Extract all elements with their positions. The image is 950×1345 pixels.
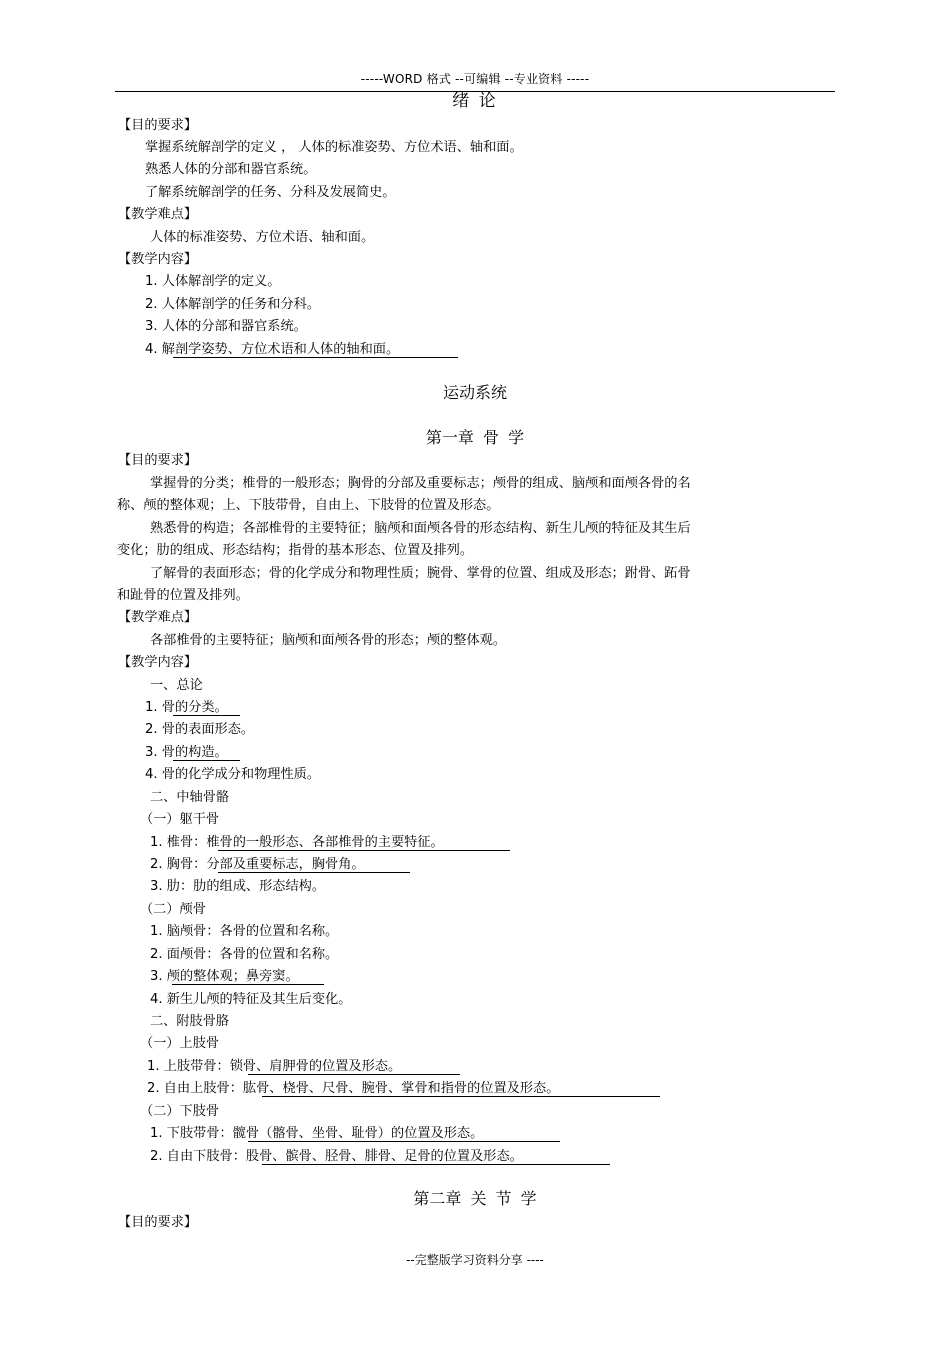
- text-line: 1. 下肢带骨：髋骨（髂骨、坐骨、耻骨）的位置及形态。: [150, 1126, 484, 1141]
- page-header: -----WORD 格式 --可编辑 --专业资料 -----: [360, 72, 590, 86]
- text-line: 2. 面颅骨：各骨的位置和名称。: [150, 947, 339, 962]
- text-line: 4. 解剖学姿势、方位术语和人体的轴和面。: [145, 342, 400, 357]
- underline-rule: [262, 1164, 610, 1165]
- text-line: 第二章 关 节 学: [413, 1189, 537, 1208]
- text-line: 二、中轴骨骼: [150, 790, 230, 805]
- text-line: 二、附肢骨胳: [150, 1014, 230, 1029]
- text-line: 了解系统解剖学的任务、分科及发展简史。: [145, 185, 396, 200]
- underline-rule: [172, 984, 324, 985]
- text-line: （一）上肢骨: [140, 1036, 220, 1051]
- underline-rule: [218, 850, 510, 851]
- text-line: 各部椎骨的主要特征；脑颅和面颅各骨的形态；颅的整体观。: [150, 633, 507, 648]
- text-line: 4. 骨的化学成分和物理性质。: [145, 767, 321, 782]
- underline-rule: [262, 1096, 660, 1097]
- text-line: 1. 人体解剖学的定义。: [145, 274, 281, 289]
- text-line: 和趾骨的位置及排列。: [117, 588, 249, 603]
- underline-rule: [248, 1141, 560, 1142]
- text-line: 3. 人体的分部和器官系统。: [145, 319, 307, 334]
- text-line: 【教学内容】: [118, 655, 198, 670]
- text-line: 2. 人体解剖学的任务和分科。: [145, 297, 321, 312]
- text-line: 2. 自由下肢骨：股骨、髌骨、胫骨、腓骨、足骨的位置及形态。: [150, 1149, 523, 1164]
- text-line: 【教学难点】: [118, 207, 198, 222]
- text-line: 绪 论: [452, 91, 498, 111]
- text-line: 3. 颅的整体观；鼻旁窦。: [150, 969, 299, 984]
- text-line: 【目的要求】: [118, 453, 198, 468]
- text-line: 3. 骨的构造。: [145, 745, 228, 760]
- underline-rule: [173, 760, 240, 761]
- underline-rule: [173, 715, 240, 716]
- text-line: 2. 胸骨：分部及重要标志，胸骨角。: [150, 857, 365, 872]
- text-line: 熟悉人体的分部和器官系统。: [145, 162, 317, 177]
- text-line: 熟悉骨的构造；各部椎骨的主要特征；脑颅和面颅各骨的形态结构、新生儿颅的特征及其生后: [150, 521, 691, 536]
- text-line: 第一章 骨 学: [425, 428, 525, 447]
- underline-rule: [218, 872, 410, 873]
- text-line: 1. 上肢带骨：锁骨、肩胛骨的位置及形态。: [147, 1059, 402, 1074]
- text-line: 变化；肋的组成、形态结构；指骨的基本形态、位置及排列。: [117, 543, 474, 558]
- text-line: （二）下肢骨: [140, 1104, 220, 1119]
- text-line: 3. 肋：肋的组成、形态结构。: [150, 879, 326, 894]
- page-footer: --完整版学习资料分享 ----: [406, 1253, 544, 1267]
- text-line: 2. 骨的表面形态。: [145, 722, 255, 737]
- text-line: 4. 新生儿颅的特征及其生后变化。: [150, 992, 352, 1007]
- text-line: 称、颅的整体观；上、下肢带骨，自由上、下肢骨的位置及形态。: [117, 498, 500, 513]
- text-line: 1. 椎骨：椎骨的一般形态、各部椎骨的主要特征。: [150, 835, 444, 850]
- text-line: 了解骨的表面形态；骨的化学成分和物理性质；腕骨、掌骨的位置、组成及形态；跗骨、跖骨: [150, 566, 691, 581]
- text-line: 人体的标准姿势、方位术语、轴和面。: [150, 230, 375, 245]
- text-line: （二）颅骨: [140, 902, 206, 917]
- text-line: 运动系统: [442, 383, 507, 402]
- underline-rule: [173, 357, 458, 358]
- text-line: 【目的要求】: [118, 118, 198, 133]
- underline-rule: [248, 1074, 460, 1075]
- text-line: 【教学难点】: [118, 610, 198, 625]
- text-line: 【目的要求】: [118, 1215, 198, 1230]
- text-line: 掌握系统解剖学的定义 ， 人体的标准姿势、方位术语、轴和面。: [145, 140, 523, 155]
- text-line: 一、总论: [150, 678, 203, 693]
- text-line: 【教学内容】: [118, 252, 198, 267]
- text-line: 掌握骨的分类；椎骨的一般形态；胸骨的分部及重要标志；颅骨的组成、脑颅和面颅各骨的名: [150, 476, 691, 491]
- text-line: 1. 脑颅骨：各骨的位置和名称。: [150, 924, 339, 939]
- text-line: （一）躯干骨: [140, 812, 220, 827]
- text-line: 1. 骨的分类。: [145, 700, 228, 715]
- text-line: 2. 自由上肢骨：肱骨、桡骨、尺骨、腕骨、掌骨和指骨的位置及形态。: [147, 1081, 560, 1096]
